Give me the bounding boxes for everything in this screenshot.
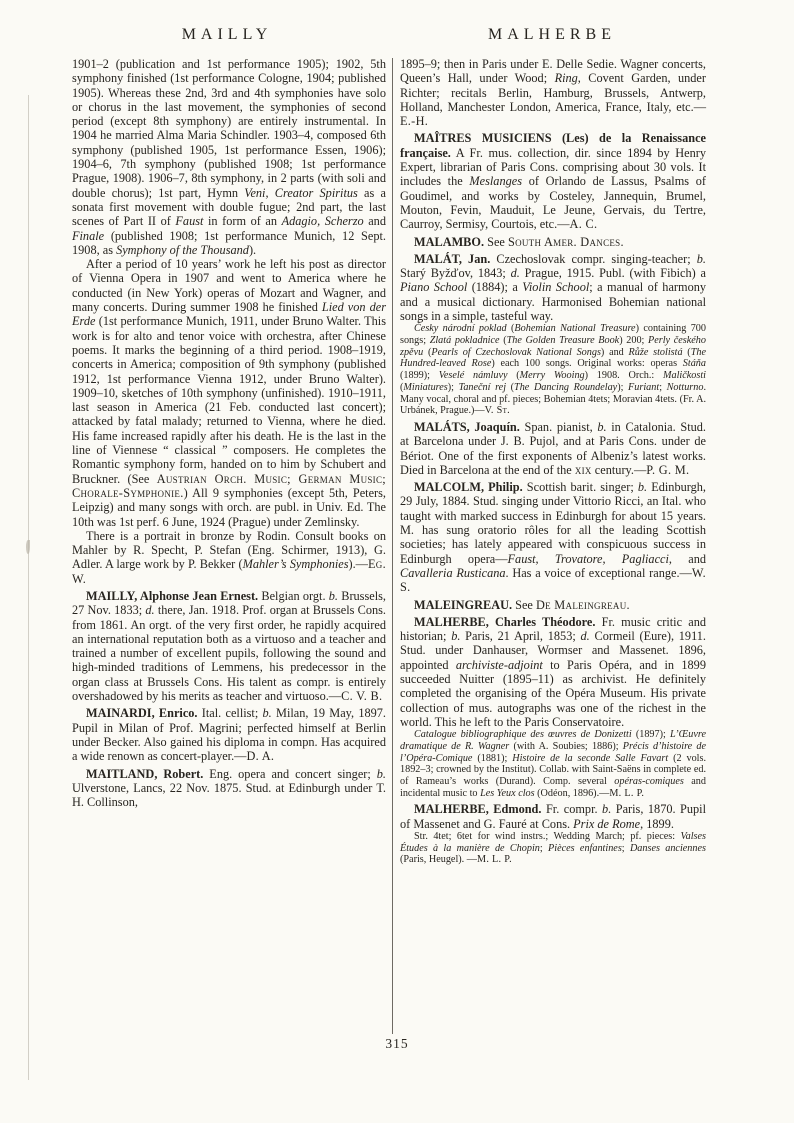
text-run: ).— <box>348 557 368 572</box>
malherbe-edmond-works <box>400 831 706 866</box>
text-run: South Amer. Dances. <box>507 234 624 249</box>
text-run: The Golden Treasure Book <box>506 335 620 347</box>
text-run: Faust <box>175 214 204 229</box>
text-run: ( <box>400 381 404 393</box>
text-run: Taneční rej <box>458 381 507 393</box>
text-run: Stáňa <box>682 358 706 370</box>
text-run: Veni, Creator Spiritus <box>244 185 358 200</box>
text-run: Piano School <box>400 280 468 295</box>
text-run: Ital. cellist; <box>197 706 263 721</box>
text-run: See <box>512 597 536 612</box>
text-run: E.-H. <box>400 114 429 129</box>
text-run: Histoire de la seconde Salle Favart <box>512 752 669 764</box>
text-run: Czechoslovak compr. singing-teacher; <box>490 251 697 266</box>
text-run: Fr. compr. <box>541 802 603 817</box>
text-run: (1899); <box>400 370 439 382</box>
page-number: 315 <box>385 1036 409 1051</box>
text-run: Česky národní poklad <box>414 323 507 335</box>
continuation-top <box>400 57 706 128</box>
text-run: ) each 100 songs. Original works: operas <box>491 358 683 370</box>
scan-gutter-mark <box>26 540 30 554</box>
text-run: and <box>363 214 386 229</box>
entry-malats <box>400 420 706 477</box>
text-run: Prix de Rome <box>573 816 641 831</box>
text-run: of Orlando de Lassus, Psalms of Goudimel, and works by Costeley, Jannequin, Brumel, Mouton, Fevin, Mauduit, Le Jeune, Gervais, du Tertre, Caurroy, Sermisy, Courtois, etc.— <box>400 174 706 232</box>
text-run: Brussels, 27 Nov. 1833; <box>72 588 386 618</box>
text-run: (Odéon, 1896).— <box>534 787 610 799</box>
text-run: There is a portrait in bronze by Rodin. Consult books on Mahler by R. Specht, P. Stefan (Eng. Schirmer, 1913), G. Adler. A large work by P. Bekker ( <box>72 528 386 572</box>
text-run: Meslanges <box>469 174 522 189</box>
text-run: Veselé námluvy <box>438 370 508 382</box>
text-run: (with A. Soubies; 1886); <box>509 740 623 752</box>
text-run: Symphony of the Thousand <box>116 242 249 257</box>
text-run: (1884); a <box>467 280 523 295</box>
text-run: ); <box>447 381 459 393</box>
text-run: C. V. B. <box>341 689 383 704</box>
text-run: (1st performance Munich, 1911, under Bruno Walter. This work is for alto and tenor voice with orchestra, after Chinese poems. It marks the beginning of a third period. 1908–1919, concerts in America; composition of 9th symphony (published 1912, 1st performance Vienna 1912, under Bruno Walter). 1909–10, sketches of 10th symphony (unfinished). 1910–1911, last season in America (21 Feb. conducted last concert); attacked by fatal malady; returned to Vienna, where he died. His fame increased rapidly after his death. He is the last in the line of Viennese “ classical ” composers. He completes the Romantic symphony form, handed on to him by Schubert and Bruckner. (See <box>72 314 386 486</box>
text-run: b. <box>451 629 461 644</box>
text-run: A. C. <box>569 217 598 232</box>
text-run: ); <box>617 381 629 393</box>
text-run: and incidental music to <box>400 776 706 799</box>
text-run: ) and <box>600 346 629 358</box>
text-run: ; <box>539 842 549 854</box>
text-run: MALAMBO. <box>414 234 485 249</box>
entry-malherbe-charles <box>400 615 706 729</box>
text-run: Cormeil (Eure), 1911. Stud. under Danhauser, Wormser and Massenet. 1896, appointed <box>400 629 706 672</box>
text-run: ) containing 700 songs; <box>400 323 706 347</box>
text-run: Paris, 1870. Pupil of Massenet and G. Fauré at Cons. <box>400 802 707 831</box>
running-head-right: MALHERBE <box>488 26 616 43</box>
malherbe-works <box>400 729 706 799</box>
text-run: MALHERBE, Edmond. <box>414 802 542 817</box>
entry-maleingreau <box>400 598 706 612</box>
text-run: See <box>484 234 508 249</box>
text-run: b. <box>602 802 612 817</box>
text-run: Str. 4tet; 6tet for wind instrs.; Wedding March; pf. pieces: <box>414 831 681 843</box>
text-run: Perly českého zpěvu <box>400 335 706 358</box>
text-run: Milan, 19 May, 1897. Pupil in Milan of Prof. Magrini; perfected himself at Berlin under Becker. Also gained his diploma in compn. Has acquired a wide renown as concert-player.— <box>72 706 387 764</box>
text-run: . Many vocal, choral and pf. pieces; Bohemian 4tets; Moravian 4tets. (Fr. A. Urbánek, Prague.)— <box>400 381 706 417</box>
text-run: there, Jan. 1918. Prof. organ at Brussels Cons. from 1861. An orgt. of the very first order, he rapidly acquired an international reputation both as a virtuoso and a teacher and trained a number of excellent pupils, following the sound and high-minded traditions of Lemmens, his predecessor in the organ class at Brussels Cons. His talent as compr. is entirely overshadowed by his merits as teacher and virtuoso.— <box>72 603 386 704</box>
text-run: MAITLAND, Robert. <box>86 766 204 781</box>
text-run: Belgian orgt. <box>258 588 329 603</box>
text-run: d. <box>580 629 590 644</box>
entry-malat <box>400 252 706 323</box>
text-run: Faust, Trovatore, Pagliacci <box>507 551 669 566</box>
text-run: Adagio, Scherzo <box>281 214 364 229</box>
text-run: D. A. <box>246 749 275 764</box>
text-run: (published 1908; 1st performance Munich, 12 Sept. 1908, as <box>72 228 386 257</box>
left-column <box>72 57 386 809</box>
mahler-continuation <box>72 57 386 257</box>
text-run: (1881); <box>472 752 513 764</box>
text-run: ( <box>507 370 520 382</box>
text-run: Span. pianist, <box>519 419 598 434</box>
text-run: Lied von der Erde <box>72 300 386 329</box>
text-run: Furiant <box>628 381 660 393</box>
text-run: (2 vols. 1892–3; crowned by the Institut). Collab. with Saint-Saëns in complete ed. of Rameau’s works (Durand). Comp. several <box>400 752 706 788</box>
text-run: Catalogue bibliographique des œuvres de Donizetti <box>414 729 632 741</box>
entry-malcolm <box>400 480 706 594</box>
text-run: MALEINGREAU. <box>414 597 513 612</box>
text-run: Fr. music critic and historian; <box>400 614 706 644</box>
text-run: b. <box>597 419 607 434</box>
text-run: Mahler’s Symphonies <box>242 557 349 572</box>
scan-gutter-line <box>28 95 29 1080</box>
text-run: . Has a voice of exceptional range.— <box>505 565 692 580</box>
text-run: Finale <box>72 228 105 243</box>
right-column <box>400 57 706 866</box>
entry-mainardi <box>72 706 386 763</box>
text-run: Pearls of Czechoslovak National Songs <box>431 346 601 358</box>
text-run: Austrian Orch. Music; German Music; Chorale-Symphonie. <box>72 471 386 500</box>
text-run: to Paris Opéra, and in 1899 succeeded Nuitter (1895–11) as archivist. He definitely completed the organising of the Opéra Museum. His private collection of mus. autographs was one of the richest in the world. This he left to the Paris Conservatoire. <box>400 657 706 729</box>
text-run: De Maleingreau. <box>535 597 630 612</box>
text-run: Miniatures <box>403 381 448 393</box>
text-run: ( <box>499 335 507 347</box>
text-run: b. <box>637 480 648 495</box>
text-run: ( <box>682 346 691 358</box>
text-run: Prague, 1915. Publ. (with Fibich) a <box>519 266 706 281</box>
running-head-left: MAILLY <box>181 26 273 43</box>
text-run: Valses Études à la manière de Chopin <box>400 831 706 854</box>
running-heads <box>0 26 794 50</box>
text-run: V. St. <box>484 405 511 417</box>
text-run: Zlatá pokladnice <box>429 335 500 347</box>
text-run: Ulverstone, Lancs, 22 Nov. 1875. Stud. at Edinburgh under T. H. Collinson, <box>72 780 386 810</box>
text-run: b. <box>262 706 272 721</box>
text-run: Bohemian National Treasure <box>514 323 636 335</box>
text-run: A Fr. mus. collection, dir. since 1894 by Henry Expert, librarian of Paris Cons. comprising about 30 vols. It includes the <box>400 145 706 189</box>
text-run: MAÎTRES MUSICIENS (Les) de la Renaissance française. <box>400 131 706 160</box>
text-run: , 1899. <box>640 816 674 831</box>
text-run: , and <box>668 551 706 566</box>
text-run: After a period of 10 years’ work he left his post as director of Vienna Opera in 1907 and went to America where he conducted (in New York) operas of Mozart and Wagner, and many concerts. During summer 1908 he finished <box>72 257 386 315</box>
text-run: ; <box>659 381 667 393</box>
text-run: xix <box>574 462 592 477</box>
text-run: Notturno <box>666 381 704 393</box>
text-run: Starý Byžďov, 1843; <box>400 266 511 281</box>
text-run: MAILLY, Alphonse Jean Ernest. <box>86 588 259 603</box>
text-run: Eng. opera and concert singer; <box>203 766 377 781</box>
text-run: MALÁTS, Joaquín. <box>414 419 520 434</box>
text-run: Eg. W. <box>72 557 386 586</box>
text-run: Růže stolistá <box>628 346 683 358</box>
text-run: ) All 9 symphonies (except 5th, Peters, Leipzig) and many songs with orch. are publ. in Univ. Ed. The 10th was 1st perf. 6 June, 1924 (Prague) under Zemlinsky. <box>72 485 386 529</box>
entry-malherbe-edmond <box>400 802 706 831</box>
text-run: ; a manual of harmony and a musical dictionary. Harmonised Bohemian national songs in a simple, tasteful way. <box>400 280 707 324</box>
text-run: MAINARDI, Enrico. <box>86 706 198 721</box>
text-run: The Hundred-leaved Rose <box>400 346 706 370</box>
text-run: Edinburgh, 29 July, 1884. Stud. singing under Vittorio Ricci, an Ital. who taught with marked success in Edinburgh for about 15 years. M. has sung oratorio rôles for all the leading Scottish societies; has lately appeared with conspicuous success in Edinburgh opera— <box>400 480 706 566</box>
text-run: as a sonata first movement with double fugue; 2nd part, the last scenes of Part II of <box>72 185 386 229</box>
mahler-portrait <box>72 529 386 586</box>
text-run: ( <box>506 323 515 335</box>
text-run: MALHERBE, Charles Théodore. <box>414 614 596 629</box>
text-run: ( <box>423 346 432 358</box>
text-run: century.— <box>591 462 647 477</box>
text-run: Cavalleria Rusticana <box>400 565 506 580</box>
text-run: b. <box>328 588 338 603</box>
text-run: in Catalonia. Stud. at Barcelona under J. B. Pujol, and at Paris Cons. under de Bériot. One of the first exponents of Albeniz’s latest works. Died in Barcelona at the end of the <box>400 419 706 477</box>
text-run: MALÁT, Jan. <box>414 251 491 266</box>
text-run: opéras-comiques <box>614 776 684 788</box>
malat-works <box>400 323 706 417</box>
text-run: Maličkosti <box>662 370 706 382</box>
text-run: Paris, 21 April, 1853; <box>460 629 581 644</box>
text-run: (Paris, Heugel). — <box>400 854 477 866</box>
text-run: Précis d’histoire de l’Opéra-Comique <box>400 740 706 764</box>
text-run: 1901–2 (publication and 1st performance 1905); 1902, 5th symphony finished (1st performance Cologne, 1904; published 1905). Whereas these 2nd, 3rd and 4th symphonies have solo or chorus in the last movement, the symphonies of second period (except 8th symphony) are entirely instrumental. In 1904 he married Alma Maria Schindler. 1903–4, composed 6th symphony (published 1905, 1st performance Essen, 1906); 1904–6, 7th symphony (published 1908; 1st performance Prague, 1908). 1906–7, 8th symphony, in 2 parts (with soli and double chorus); 1st part, Hymn <box>72 57 386 200</box>
text-run: b. <box>696 251 706 266</box>
text-run: Pièces enfantines <box>548 842 622 854</box>
text-run: Merry Wooing <box>519 370 585 382</box>
text-run: d. <box>510 266 520 281</box>
column-divider-rule <box>392 58 393 1034</box>
mahler-america <box>72 257 386 529</box>
text-run: The Dancing Roundelay <box>514 381 618 393</box>
text-run: ) 1908. Orch.: <box>584 370 663 382</box>
text-run: (1897); <box>631 729 670 741</box>
entry-maitres-musiciens <box>400 131 706 231</box>
entry-maitland <box>72 767 386 810</box>
text-run: 1895–9; then in Paris under E. Delle Sedie. Wagner concerts, Queen’s Hall, under Wood; <box>400 57 706 86</box>
text-run: Scottish barit. singer; <box>522 480 638 495</box>
text-run: ; <box>621 842 630 854</box>
text-run: Danses anciennes <box>629 842 706 854</box>
text-run: archiviste-adjoint <box>455 657 543 672</box>
entry-mailly <box>72 589 386 703</box>
text-run: , Covent Garden, under Richter; recitals Berlin, Hamburg, Brussels, Antwerp, Holland, Manchester London, America, France, Italy, etc.— <box>400 71 706 114</box>
text-run: L’Œuvre dramatique de R. Wagner <box>400 729 706 752</box>
text-run: M. L. P. <box>609 787 645 799</box>
text-run: ) 200; <box>619 335 649 347</box>
text-run: d. <box>145 603 155 618</box>
text-run: W. S. <box>400 565 707 595</box>
text-run: Violin School <box>522 280 590 295</box>
text-run: M. L. P. <box>476 854 512 866</box>
text-run: Ring <box>554 71 578 86</box>
text-run: MALCOLM, Philip. <box>414 480 523 495</box>
text-run: in form of an <box>203 214 282 229</box>
text-run: ). <box>248 242 257 257</box>
text-run: Les Yeux clos <box>480 787 535 799</box>
text-run: ( <box>506 381 515 393</box>
entry-malambo <box>400 235 706 249</box>
text-run: P. G. M. <box>646 462 690 477</box>
text-run: b. <box>376 766 387 781</box>
